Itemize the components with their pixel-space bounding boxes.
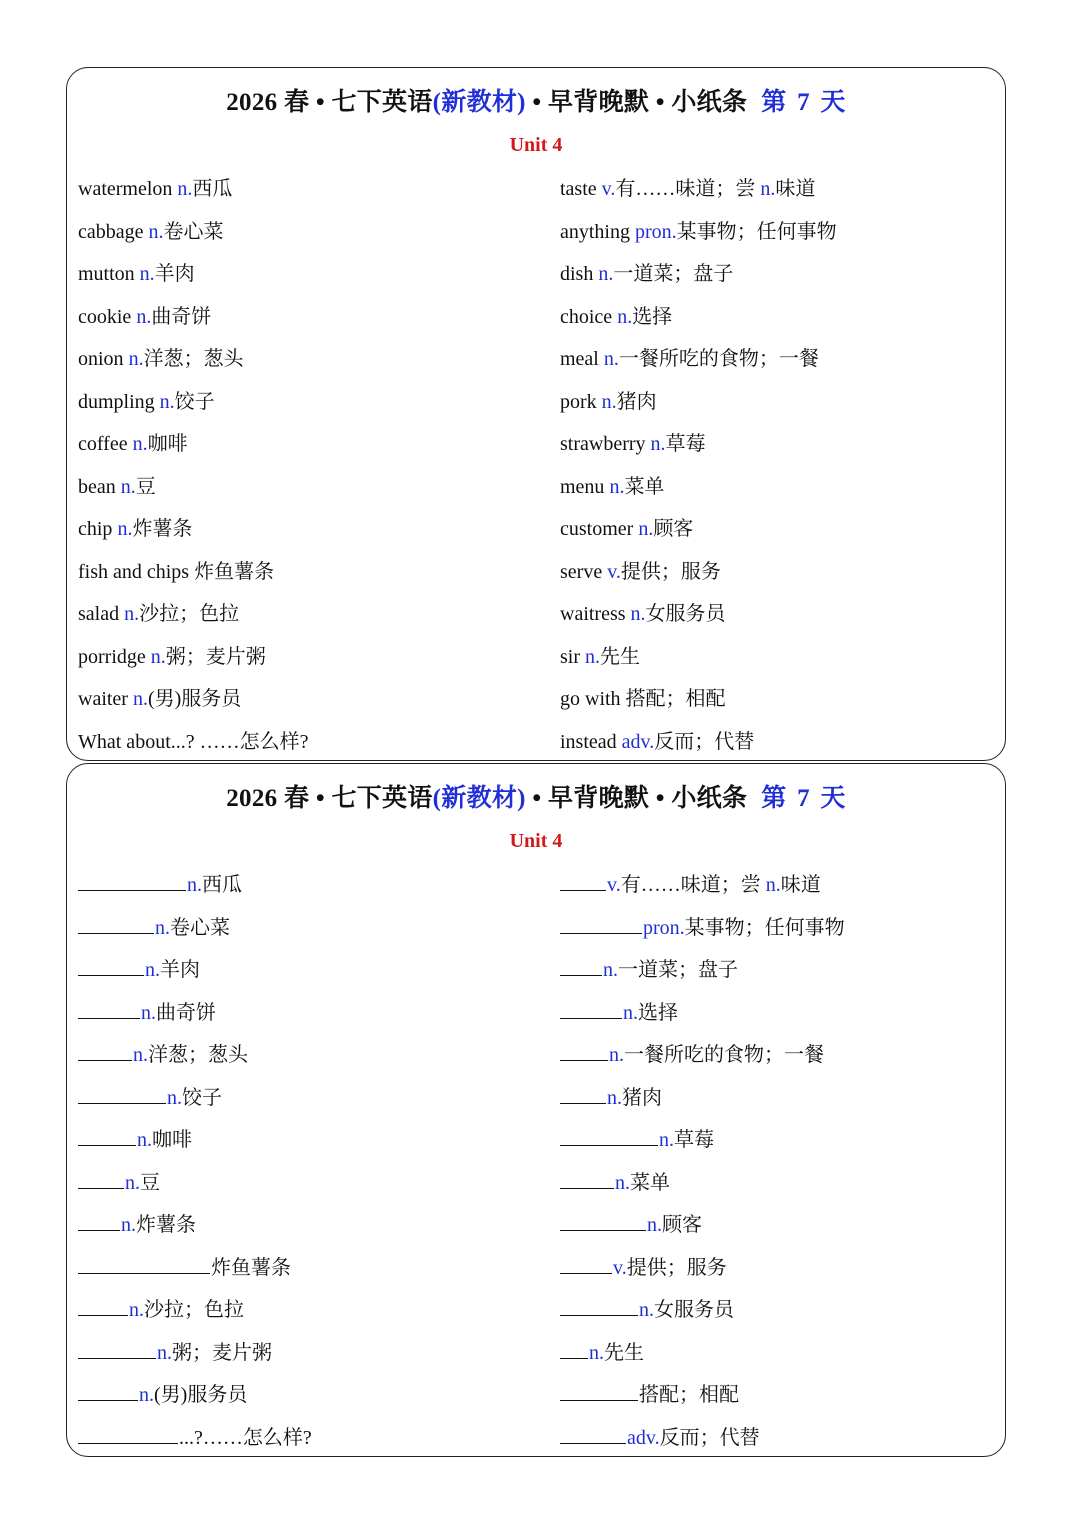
part-of-speech: n. <box>609 1044 624 1066</box>
vocab-row <box>78 597 518 640</box>
vocab-row <box>560 682 1000 725</box>
quiz-row <box>560 1081 1000 1124</box>
meaning: 女服务员 <box>654 1299 734 1321</box>
part-of-speech: n. <box>601 390 617 413</box>
answer-blank[interactable] <box>78 1038 132 1061</box>
part-of-speech: n. <box>117 518 133 540</box>
answer-blank[interactable] <box>78 911 154 934</box>
part-of-speech: n. <box>132 688 148 710</box>
quiz-row <box>560 1251 1000 1294</box>
vocab-row <box>560 640 1000 683</box>
part-of-speech: n. <box>603 959 618 981</box>
meaning: 一餐所吃的食物；一餐 <box>624 1044 824 1066</box>
meaning: 某事物；任何事物 <box>684 916 845 939</box>
meaning: 羊肉 <box>160 959 200 981</box>
word: waitress <box>560 603 626 625</box>
meaning: 炸鱼薯条 <box>211 1256 291 1279</box>
part-of-speech: n. <box>760 178 776 200</box>
meaning: 豆 <box>140 1171 160 1194</box>
word: waiter <box>78 688 128 710</box>
card-title: 2026 春 • 七下英语(新教材) • 早背晚默 • 小纸条 第 7 天 <box>226 89 846 116</box>
meaning: 粥；麦片粥 <box>165 645 266 668</box>
word: sir <box>560 645 580 668</box>
vocab-row <box>560 342 1000 385</box>
answer-blank[interactable] <box>78 1251 210 1274</box>
meaning: 猪肉 <box>622 1086 662 1109</box>
answer-blank[interactable] <box>78 1293 128 1316</box>
quiz-row <box>560 1123 1000 1166</box>
vocab-row <box>560 385 1000 428</box>
part-of-speech: n. <box>125 1171 140 1194</box>
vocab-row <box>560 427 1000 470</box>
vocab-row <box>78 470 518 513</box>
vocab-row <box>78 512 518 555</box>
meaning: 味道 <box>775 178 816 200</box>
part-of-speech: n. <box>177 178 193 200</box>
meaning: 味道 <box>780 874 821 896</box>
meaning: (男)服务员 <box>147 688 242 710</box>
quiz-row <box>78 996 518 1039</box>
part-of-speech: v. <box>601 178 616 200</box>
meaning: 炸鱼薯条 <box>194 560 275 583</box>
word: onion <box>78 348 124 370</box>
vocab-right-column <box>560 172 1000 767</box>
word: mutton <box>78 263 135 285</box>
part-of-speech: n. <box>141 1001 156 1024</box>
answer-blank[interactable] <box>560 1293 638 1316</box>
quiz-row <box>78 1208 518 1251</box>
meaning: 饺子 <box>182 1086 222 1109</box>
answer-blank[interactable] <box>560 1166 614 1189</box>
meaning: 羊肉 <box>154 263 195 285</box>
meaning: 卷心菜 <box>170 916 230 939</box>
word: anything <box>560 220 630 243</box>
part-of-speech: adv. <box>627 1426 660 1449</box>
quiz-row <box>78 1378 518 1421</box>
part-of-speech: n. <box>585 645 600 668</box>
part-of-speech: n. <box>145 959 160 981</box>
vocab-row <box>560 470 1000 513</box>
vocab-row <box>560 555 1000 598</box>
word: cookie <box>78 305 132 328</box>
part-of-speech: n. <box>607 1086 622 1109</box>
quiz-row <box>560 1293 1000 1336</box>
meaning: (男)服务员 <box>154 1384 248 1406</box>
meaning: 先生 <box>600 645 640 668</box>
answer-blank[interactable] <box>78 1081 166 1104</box>
meaning: 草莓 <box>665 433 706 455</box>
answer-blank[interactable] <box>560 1421 626 1444</box>
part-of-speech: n. <box>638 518 654 540</box>
vocab-row <box>78 640 518 683</box>
word: serve <box>560 560 603 583</box>
part-of-speech: n. <box>650 433 666 455</box>
part-of-speech: n. <box>630 603 646 625</box>
meaning: 顾客 <box>662 1214 702 1236</box>
meaning: 提供；服务 <box>626 1256 727 1279</box>
meaning: 咖啡 <box>152 1129 192 1151</box>
word: strawberry <box>560 433 646 455</box>
quiz-row <box>560 1378 1000 1421</box>
part-of-speech: n. <box>623 1001 638 1024</box>
word: dish <box>560 263 594 285</box>
part-of-speech: n. <box>129 1299 144 1321</box>
answer-blank[interactable] <box>560 1081 606 1104</box>
quiz-row <box>560 953 1000 996</box>
part-of-speech: n. <box>615 1171 630 1194</box>
word: dumpling <box>78 390 155 413</box>
quiz-row <box>78 1081 518 1124</box>
meaning: 西瓜 <box>202 874 242 896</box>
meaning: 提供；服务 <box>620 560 721 583</box>
answer-blank[interactable] <box>78 1123 136 1146</box>
part-of-speech: pron. <box>643 916 685 939</box>
part-of-speech: n. <box>128 348 144 370</box>
part-of-speech: n. <box>617 305 633 328</box>
meaning: 草莓 <box>674 1129 714 1151</box>
word: What about...? <box>78 730 195 753</box>
quiz-row <box>560 1336 1000 1379</box>
quiz-left-column <box>78 868 518 1463</box>
vocab-row <box>560 257 1000 300</box>
answer-blank[interactable] <box>78 996 140 1019</box>
meaning: 菜单 <box>624 475 665 498</box>
meaning: 一道菜；盘子 <box>613 263 734 285</box>
vocab-row <box>78 300 518 343</box>
word: cabbage <box>78 220 144 243</box>
meaning: 有……味道；尝 <box>620 874 761 896</box>
part-of-speech: n. <box>139 1384 154 1406</box>
answer-blank[interactable] <box>560 1208 646 1231</box>
meaning: 选择 <box>638 1001 678 1024</box>
word: meal <box>560 348 599 370</box>
unit-label: Unit 4 <box>509 830 563 852</box>
quiz-row <box>560 1208 1000 1251</box>
card-title: 2026 春 • 七下英语(新教材) • 早背晚默 • 小纸条 第 7 天 <box>226 785 846 812</box>
answer-blank[interactable] <box>78 953 144 976</box>
meaning: 炸薯条 <box>136 1214 196 1236</box>
meaning: 反而；代替 <box>659 1426 760 1449</box>
meaning: 沙拉；色拉 <box>144 1299 244 1321</box>
word: choice <box>560 305 613 328</box>
meaning: 有……味道；尝 <box>615 178 756 200</box>
part-of-speech: n. <box>598 263 614 285</box>
answer-blank[interactable] <box>78 868 186 891</box>
vocab-row <box>78 725 518 768</box>
part-of-speech: pron. <box>635 220 677 243</box>
answer-blank[interactable] <box>560 1336 588 1359</box>
quiz-row <box>78 1251 518 1294</box>
answer-blank[interactable] <box>78 1166 124 1189</box>
meaning: ...?……怎么样? <box>179 1426 312 1449</box>
meaning: 洋葱；葱头 <box>143 348 244 370</box>
answer-blank[interactable] <box>78 1336 156 1359</box>
vocab-row <box>560 215 1000 258</box>
word: fish and chips <box>78 560 190 583</box>
quiz-row <box>560 996 1000 1039</box>
meaning: 菜单 <box>630 1171 670 1194</box>
meaning: 反而；代替 <box>654 730 755 753</box>
meaning: 洋葱；葱头 <box>148 1044 248 1066</box>
meaning: 搭配；相配 <box>625 688 726 710</box>
answer-blank[interactable] <box>78 1378 138 1401</box>
word: chip <box>78 518 113 540</box>
meaning: 曲奇饼 <box>151 305 212 328</box>
quiz-card <box>66 763 1006 1457</box>
part-of-speech: n. <box>155 916 170 939</box>
part-of-speech: v. <box>607 874 621 896</box>
meaning: 先生 <box>604 1341 644 1364</box>
vocab-row <box>78 555 518 598</box>
part-of-speech: v. <box>613 1256 627 1279</box>
answer-blank[interactable] <box>560 996 622 1019</box>
word: taste <box>560 178 597 200</box>
word: bean <box>78 475 116 498</box>
part-of-speech: n. <box>124 603 140 625</box>
part-of-speech: n. <box>136 305 152 328</box>
answer-blank[interactable] <box>560 1251 612 1274</box>
answer-blank[interactable] <box>560 868 606 891</box>
vocab-left-column <box>78 172 518 767</box>
part-of-speech: n. <box>150 645 166 668</box>
meaning: 女服务员 <box>645 603 726 625</box>
quiz-right-column <box>560 868 1000 1463</box>
quiz-row <box>560 1166 1000 1209</box>
part-of-speech: n. <box>589 1341 604 1364</box>
meaning: 顾客 <box>653 518 694 540</box>
quiz-row <box>78 1293 518 1336</box>
part-of-speech: n. <box>603 348 619 370</box>
part-of-speech: n. <box>157 1341 172 1364</box>
part-of-speech: n. <box>148 220 164 243</box>
word: go with <box>560 688 621 710</box>
vocab-row <box>78 172 518 215</box>
part-of-speech: n. <box>765 874 781 896</box>
word: porridge <box>78 645 146 668</box>
meaning: 粥；麦片粥 <box>172 1341 272 1364</box>
meaning: 豆 <box>135 475 156 498</box>
vocab-row <box>78 215 518 258</box>
word: salad <box>78 603 120 625</box>
meaning: 曲奇饼 <box>156 1001 216 1024</box>
vocab-row <box>560 512 1000 555</box>
word: menu <box>560 475 605 498</box>
part-of-speech: v. <box>607 560 621 583</box>
part-of-speech: n. <box>132 433 148 455</box>
quiz-row <box>78 1038 518 1081</box>
vocab-row <box>78 682 518 725</box>
quiz-row <box>78 953 518 996</box>
meaning: 沙拉；色拉 <box>139 603 240 625</box>
meaning: 炸薯条 <box>132 518 193 540</box>
quiz-row <box>560 1421 1000 1464</box>
part-of-speech: n. <box>647 1214 662 1236</box>
quiz-row <box>78 911 518 954</box>
answer-blank[interactable] <box>78 1421 178 1444</box>
part-of-speech: n. <box>609 475 625 498</box>
word: customer <box>560 518 634 540</box>
meaning: 猪肉 <box>616 390 657 413</box>
quiz-row <box>78 1166 518 1209</box>
vocab-row <box>560 725 1000 768</box>
part-of-speech: n. <box>167 1086 182 1109</box>
quiz-row <box>78 1421 518 1464</box>
word: pork <box>560 390 597 413</box>
part-of-speech: n. <box>659 1129 674 1151</box>
answer-blank[interactable] <box>560 1038 608 1061</box>
meaning: 一道菜；盘子 <box>618 959 738 981</box>
part-of-speech: n. <box>120 475 136 498</box>
quiz-row <box>560 1038 1000 1081</box>
answer-blank[interactable] <box>560 1123 658 1146</box>
quiz-row <box>78 868 518 911</box>
quiz-row <box>560 911 1000 954</box>
quiz-row <box>78 1123 518 1166</box>
quiz-row <box>560 868 1000 911</box>
vocab-card <box>66 67 1006 761</box>
vocab-row <box>78 385 518 428</box>
word: watermelon <box>78 178 173 200</box>
quiz-row <box>78 1336 518 1379</box>
meaning: 咖啡 <box>147 433 188 455</box>
meaning: 选择 <box>632 305 673 328</box>
word: instead <box>560 730 617 753</box>
part-of-speech: n. <box>139 263 155 285</box>
vocab-row <box>78 342 518 385</box>
meaning: 西瓜 <box>192 178 233 200</box>
meaning: 卷心菜 <box>163 220 224 243</box>
part-of-speech: n. <box>187 874 202 896</box>
part-of-speech: n. <box>133 1044 148 1066</box>
meaning: 搭配；相配 <box>639 1384 739 1406</box>
unit-label: Unit 4 <box>509 134 563 156</box>
part-of-speech: n. <box>639 1299 654 1321</box>
answer-blank[interactable] <box>560 1378 638 1401</box>
vocab-row <box>560 172 1000 215</box>
word: coffee <box>78 433 128 455</box>
vocab-row <box>78 427 518 470</box>
vocab-row <box>78 257 518 300</box>
vocab-row <box>560 300 1000 343</box>
part-of-speech: n. <box>137 1129 152 1151</box>
part-of-speech: adv. <box>621 730 655 753</box>
meaning: 一餐所吃的食物；一餐 <box>618 348 819 370</box>
meaning: ……怎么样? <box>199 730 309 753</box>
answer-blank[interactable] <box>560 911 642 934</box>
part-of-speech: n. <box>159 390 175 413</box>
part-of-speech: n. <box>121 1214 136 1236</box>
meaning: 饺子 <box>174 390 215 413</box>
meaning: 某事物；任何事物 <box>676 220 837 243</box>
answer-blank[interactable] <box>78 1208 120 1231</box>
answer-blank[interactable] <box>560 953 602 976</box>
vocab-row <box>560 597 1000 640</box>
